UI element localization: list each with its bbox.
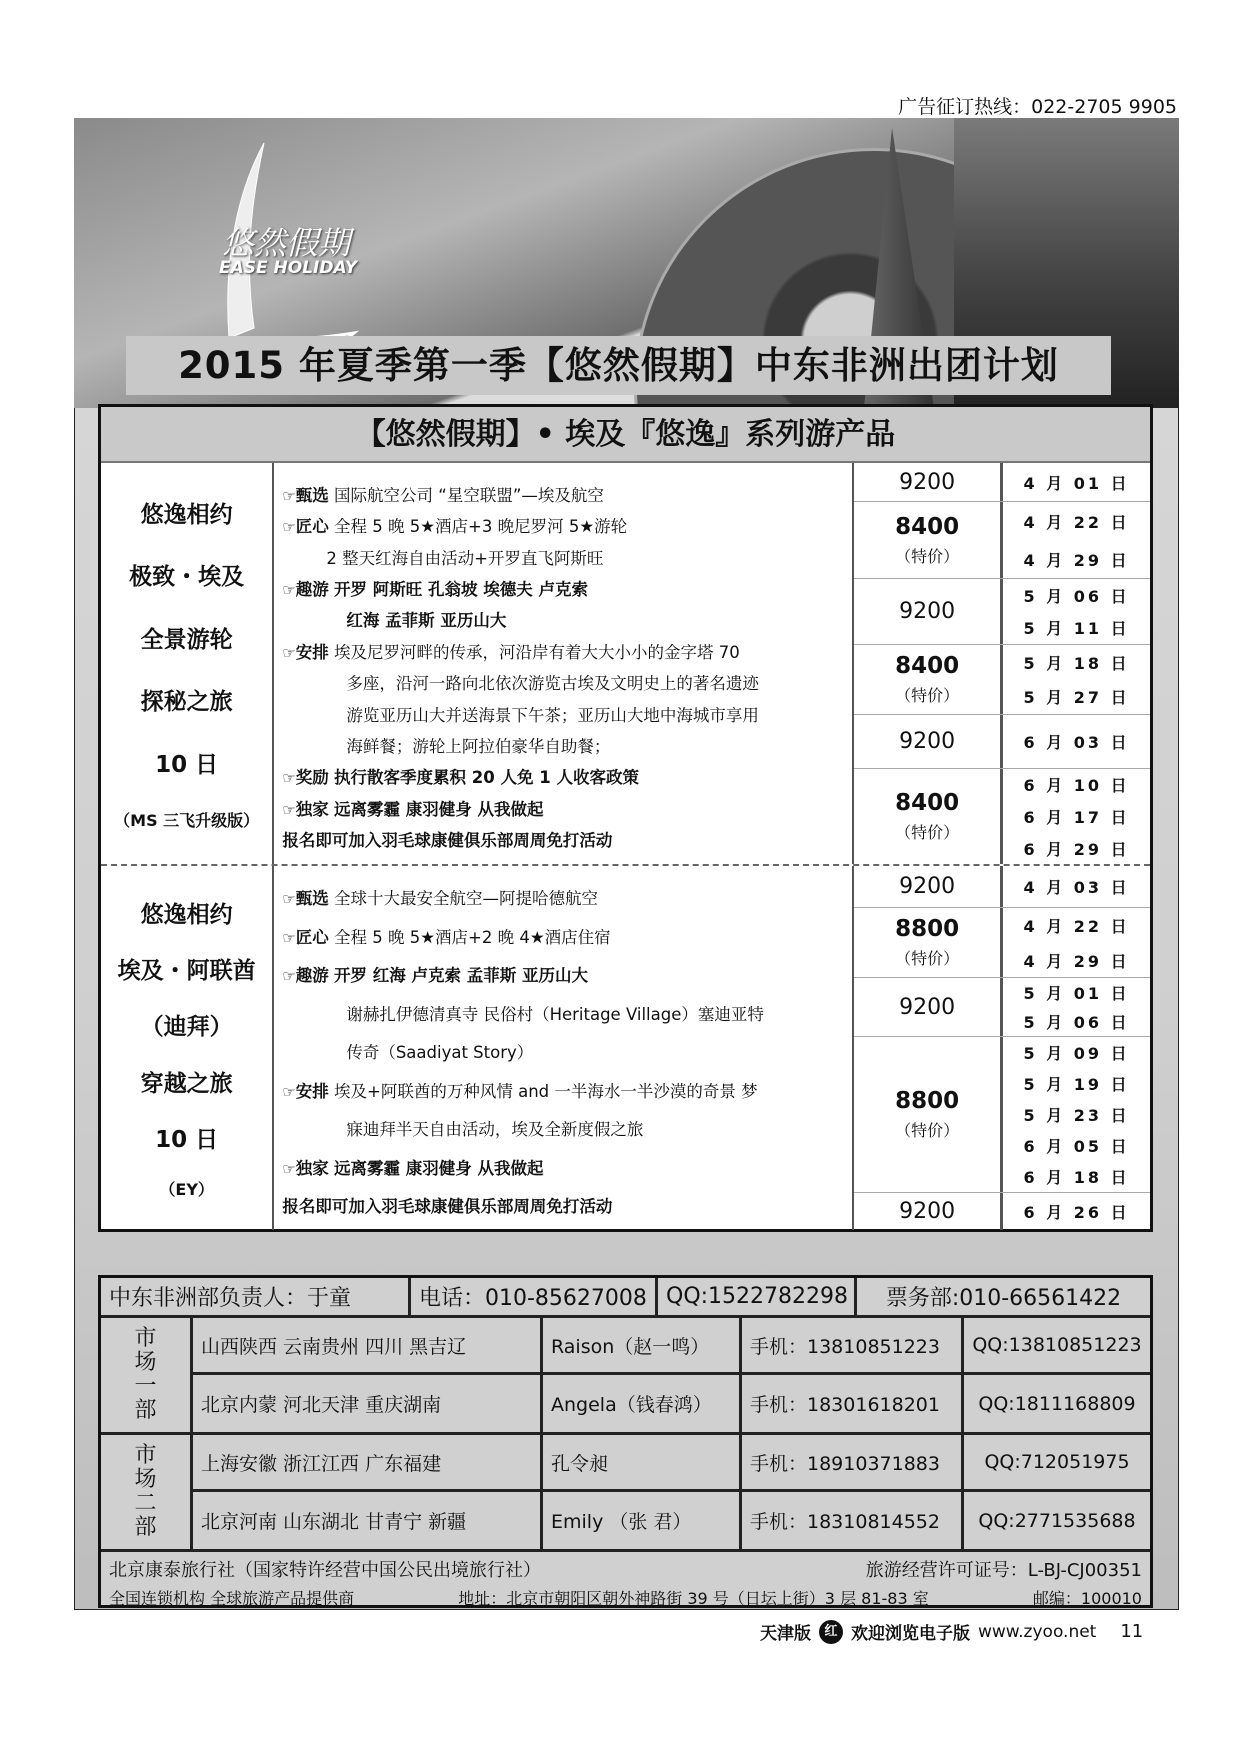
description-line <box>282 797 846 823</box>
market-department <box>101 1318 1150 1435</box>
price-date-column <box>854 866 1150 1230</box>
ticket-phone: 票务部:010-66561422 <box>885 1286 1122 1311</box>
departure-date: 6 月 18 日 <box>1023 1168 1130 1188</box>
description-text: 寐迪拜半天自由活动，埃及全新度假之旅 <box>346 1120 644 1139</box>
department-name-char: 市 <box>134 1326 157 1351</box>
departure-dates <box>1003 715 1150 768</box>
region-cell: 北京河南 山东湖北 甘青宁 新疆 <box>193 1492 543 1549</box>
description-line <box>282 734 846 760</box>
contact-row <box>193 1492 1150 1549</box>
description-text: 报名即可加入羽毛球康健俱乐部周周免打活动 <box>282 1197 613 1216</box>
price-cell <box>854 978 1003 1035</box>
price-group <box>854 866 1150 908</box>
tour-name-line: 悠逸相约 <box>140 901 233 928</box>
contact-name-cell: Emily （张 君） <box>543 1492 742 1549</box>
price-value: 8800 <box>895 1087 960 1114</box>
price-value: 9200 <box>899 728 956 754</box>
special-price-label: （特价） <box>895 822 960 842</box>
qq-cell: QQ:2771535688 <box>978 1509 1136 1532</box>
departure-date: 4 月 29 日 <box>1023 550 1130 570</box>
departure-dates <box>1003 645 1150 714</box>
license-number: 旅游经营许可证号：L-BJ-CJ00351 <box>865 1560 1142 1581</box>
description-label: 安排 <box>295 642 329 662</box>
tour-name-line: （EY） <box>159 1180 214 1200</box>
departure-dates <box>1003 463 1150 501</box>
description-text: 2 整天红海自由活动+开罗直飞阿斯旺 <box>326 548 604 568</box>
pointing-hand-icon: ☞ <box>282 928 296 947</box>
price-date-column <box>854 463 1150 864</box>
description-label: 独家 <box>295 1158 329 1178</box>
price-cell <box>854 463 1003 501</box>
departure-date: 4 月 29 日 <box>1023 951 1130 971</box>
price-cell <box>854 1193 1003 1230</box>
departure-date: 5 月 23 日 <box>1023 1105 1130 1125</box>
description-text: 红海 孟菲斯 亚历山大 <box>346 611 507 631</box>
department-qq: QQ:1522782298 <box>658 1278 857 1315</box>
contact-table <box>98 1275 1153 1608</box>
price-cell <box>854 645 1003 714</box>
product-section <box>101 866 1150 1230</box>
company-name: 北京康泰旅行社（国家特许经营中国公民出境旅行社） <box>109 1560 541 1581</box>
department-name-char: 部 <box>134 1398 157 1423</box>
departure-date: 6 月 03 日 <box>1023 732 1130 752</box>
description-text: 开罗 红海 卢克索 孟菲斯 亚历山大 <box>334 966 589 985</box>
region-cell: 上海安徽 浙江江西 广东福建 <box>193 1435 543 1489</box>
price-group <box>854 579 1150 645</box>
description-text: 报名即可加入羽毛球康健俱乐部周周免打活动 <box>282 830 613 850</box>
description-text: 多座，沿河一路向北依次游览古埃及文明史上的著名遗迹 <box>346 674 759 694</box>
tour-name-line: （迪拜） <box>140 1014 233 1041</box>
tour-name-column <box>101 866 274 1230</box>
description-label: 趣游 <box>295 966 329 985</box>
price-cell <box>854 579 1003 644</box>
price-cell <box>854 715 1003 768</box>
departure-date: 6 月 05 日 <box>1023 1136 1130 1156</box>
department-name-char: 市 <box>134 1443 157 1468</box>
page-number: 11 <box>1120 1621 1144 1642</box>
departure-date: 5 月 18 日 <box>1023 653 1130 673</box>
description-line <box>282 1002 846 1028</box>
pointing-hand-icon: ☞ <box>282 487 296 505</box>
departure-date: 4 月 01 日 <box>1023 473 1130 493</box>
description-line <box>282 1156 846 1182</box>
contact-row <box>193 1375 1150 1432</box>
price-cell <box>854 1037 1003 1192</box>
welcome-text: 欢迎浏览电子版 <box>851 1624 970 1644</box>
price-group <box>854 645 1150 715</box>
departure-date: 4 月 22 日 <box>1023 916 1130 936</box>
description-text: 传奇（Saadiyat Story） <box>346 1043 534 1062</box>
description-line <box>282 703 846 729</box>
department-name <box>101 1318 193 1432</box>
description-label: 奖励 <box>295 768 329 788</box>
departure-date: 5 月 01 日 <box>1023 984 1130 1004</box>
pointing-hand-icon: ☞ <box>282 967 296 985</box>
qq-cell: QQ:13810851223 <box>972 1334 1142 1356</box>
price-value: 9200 <box>899 1199 956 1225</box>
tour-description <box>274 866 854 1230</box>
description-line <box>282 1117 846 1143</box>
description-text: 执行散客季度累积 20 人免 1 人收客政策 <box>334 768 639 788</box>
logo-chinese: 悠然假期 <box>222 224 351 262</box>
price-value: 8800 <box>895 916 960 943</box>
price-group <box>854 715 1150 769</box>
department-name-char: 部 <box>134 1515 157 1540</box>
pointing-hand-icon: ☞ <box>282 890 296 908</box>
price-value: 8400 <box>895 789 960 816</box>
departure-date: 6 月 10 日 <box>1023 776 1130 796</box>
special-price-label: （特价） <box>895 546 960 566</box>
tour-name-line: 探秘之旅 <box>140 689 233 716</box>
region-cell: 北京内蒙 河北天津 重庆湖南 <box>193 1375 543 1432</box>
price-cell <box>854 502 1003 578</box>
product-section <box>101 463 1150 866</box>
description-line <box>282 514 846 540</box>
description-line <box>282 671 846 697</box>
departure-date: 6 月 29 日 <box>1023 839 1130 859</box>
description-text: 远离雾霾 康羽健身 从我做起 <box>334 799 544 819</box>
website-link[interactable]: www.zyoo.net <box>978 1621 1097 1642</box>
contact-row <box>193 1435 1150 1492</box>
price-value: 9200 <box>899 599 956 625</box>
description-line <box>282 828 846 854</box>
description-text: 游览亚历山大并送海景下午茶；亚历山大地中海城市享用 <box>346 705 759 725</box>
departure-dates <box>1003 908 1150 978</box>
mobile-cell: 手机：18910371883 <box>742 1435 964 1489</box>
departure-date: 5 月 06 日 <box>1023 586 1130 606</box>
product-table-header: 【悠然假期】• 埃及『悠逸』系列游产品 <box>101 407 1150 463</box>
departure-dates <box>1003 1193 1150 1230</box>
description-text: 埃及尼罗河畔的传承，河沿岸有着大大小小的金字塔 70 <box>334 642 740 662</box>
mobile-cell: 手机：18301618201 <box>742 1375 964 1432</box>
mobile-cell: 手机：18310814552 <box>742 1492 964 1549</box>
departure-date: 5 月 09 日 <box>1023 1043 1130 1063</box>
departure-dates <box>1003 978 1150 1035</box>
tour-name-line: 全景游轮 <box>140 626 233 653</box>
description-line <box>282 608 846 634</box>
description-text: 远离雾霾 康羽健身 从我做起 <box>334 1158 544 1178</box>
description-line <box>282 1194 846 1220</box>
departure-date: 5 月 19 日 <box>1023 1074 1130 1094</box>
tour-name-line: 10 日 <box>155 1126 219 1153</box>
description-text: 全程 5 晚 5★酒店+2 晚 4★酒店住宿 <box>334 927 611 947</box>
tour-name-line: （MS 三飞升级版） <box>114 811 260 831</box>
department-rows <box>193 1435 1150 1549</box>
special-price-label: （特价） <box>895 949 960 969</box>
department-name-char: 二 <box>134 1491 157 1516</box>
price-group <box>854 1037 1150 1193</box>
departure-date: 5 月 11 日 <box>1023 619 1130 639</box>
departure-date: 5 月 27 日 <box>1023 687 1130 707</box>
description-text: 海鲜餐；游轮上阿拉伯豪华自助餐； <box>346 736 611 756</box>
description-text: 全球十大最安全航空—阿提哈德航空 <box>334 889 599 908</box>
department-name <box>101 1435 193 1549</box>
slogan: 全国连锁机构 全球旅游产品提供商 <box>109 1589 355 1608</box>
description-text: 埃及+阿联酋的万种风情 and 一半海水一半沙漠的奇景 梦 <box>334 1081 758 1101</box>
pointing-hand-icon: ☞ <box>282 800 296 819</box>
tour-name-line: 埃及・阿联酋 <box>117 957 256 984</box>
price-group <box>854 502 1150 579</box>
price-value: 9200 <box>899 469 956 495</box>
description-line <box>282 963 846 989</box>
departure-date: 6 月 17 日 <box>1023 807 1130 827</box>
pointing-hand-icon: ☞ <box>282 1082 296 1101</box>
description-label: 匠心 <box>295 927 329 947</box>
description-line <box>282 640 846 666</box>
contact-name-cell: Angela（钱春鸿） <box>543 1375 742 1432</box>
page-title: 2015 年夏季第一季【悠然假期】中东非洲出团计划 <box>126 336 1111 395</box>
price-value: 8400 <box>895 513 960 540</box>
departure-dates <box>1003 866 1150 907</box>
description-label: 安排 <box>295 1081 329 1101</box>
price-group <box>854 463 1150 502</box>
departure-date: 4 月 03 日 <box>1023 877 1130 897</box>
price-value: 9200 <box>899 994 956 1020</box>
mobile-cell: 手机：13810851223 <box>742 1318 964 1372</box>
market-department <box>101 1435 1150 1552</box>
description-line <box>282 546 846 572</box>
description-line <box>282 1040 846 1066</box>
tour-name-line: 悠逸相约 <box>140 501 233 528</box>
price-cell <box>854 908 1003 978</box>
ad-hotline: 广告征订热线：022-2705 9905 <box>898 96 1177 118</box>
department-name-char: 场 <box>134 1467 157 1492</box>
description-line <box>282 925 846 951</box>
contact-header-row <box>101 1278 1150 1318</box>
qq-cell: QQ:1811168809 <box>978 1392 1136 1415</box>
address: 地址：北京市朝阳区朝外神路街 39 号（日坛上街）3 层 81-83 室 <box>458 1589 929 1608</box>
description-label: 趣游 <box>295 580 329 600</box>
description-text: 全程 5 晚 5★酒店+3 晚尼罗河 5★游轮 <box>334 517 628 537</box>
page-footer <box>760 1619 1143 1644</box>
qq-cell: QQ:712051975 <box>984 1451 1130 1473</box>
department-name-char: 场 <box>134 1350 157 1375</box>
departure-dates <box>1003 502 1150 578</box>
pointing-hand-icon: ☞ <box>282 581 296 600</box>
departure-dates <box>1003 579 1150 644</box>
company-info <box>101 1552 1150 1616</box>
special-price-label: （特价） <box>895 685 960 705</box>
edition-label: 天津版 <box>760 1624 811 1644</box>
departure-date: 6 月 26 日 <box>1023 1203 1130 1223</box>
description-line <box>282 765 846 791</box>
pointing-hand-icon: ☞ <box>282 769 296 788</box>
price-cell <box>854 769 1003 864</box>
tour-description <box>274 463 854 864</box>
product-table <box>98 404 1153 1232</box>
contact-row <box>193 1318 1150 1375</box>
contact-name-cell: Raison（赵一鸣） <box>543 1318 742 1372</box>
department-head: 中东非洲部负责人：于童 <box>101 1278 411 1315</box>
hong-badge-icon: 红 <box>819 1620 843 1644</box>
price-group <box>854 769 1150 864</box>
price-group <box>854 1193 1150 1230</box>
description-text: 谢赫扎伊德清真寺 民俗村（Heritage Village）塞迪亚特 <box>346 1004 764 1024</box>
description-line <box>282 886 846 912</box>
description-line <box>282 483 846 509</box>
department-rows <box>193 1318 1150 1432</box>
description-label: 甄选 <box>295 486 329 505</box>
departure-dates <box>1003 769 1150 864</box>
pointing-hand-icon: ☞ <box>282 643 296 662</box>
description-line <box>282 577 846 603</box>
postcode: 邮编：100010 <box>1032 1589 1142 1608</box>
tour-name-column <box>101 463 274 864</box>
price-value: 8400 <box>895 652 960 679</box>
region-cell: 山西陕西 云南贵州 四川 黑吉辽 <box>193 1318 543 1372</box>
description-label: 匠心 <box>295 517 329 537</box>
description-text: 开罗 阿斯旺 孔翁坡 埃德夫 卢克索 <box>334 580 589 600</box>
departure-dates <box>1003 1037 1150 1192</box>
department-phone: 电话：010-85627008 <box>411 1278 658 1315</box>
pointing-hand-icon: ☞ <box>282 1159 296 1178</box>
department-name-char: 一 <box>134 1374 157 1399</box>
tour-name-line: 穿越之旅 <box>140 1070 233 1097</box>
description-label: 独家 <box>295 799 329 819</box>
pointing-hand-icon: ☞ <box>282 518 296 537</box>
logo-english: EASE HOLIDAY <box>219 258 358 278</box>
price-value: 9200 <box>899 873 956 899</box>
description-text: 国际航空公司 “星空联盟”—埃及航空 <box>334 486 604 505</box>
special-price-label: （特价） <box>895 1120 960 1140</box>
description-label: 甄选 <box>295 889 329 908</box>
tour-name-line: 极致・埃及 <box>129 564 245 591</box>
departure-date: 4 月 22 日 <box>1023 512 1130 532</box>
departure-date: 5 月 06 日 <box>1023 1012 1130 1032</box>
price-group <box>854 908 1150 979</box>
description-line <box>282 1079 846 1105</box>
price-cell <box>854 866 1003 907</box>
tour-name-line: 10 日 <box>155 751 219 778</box>
contact-name-cell: 孔令昶 <box>543 1435 742 1489</box>
price-group <box>854 978 1150 1036</box>
